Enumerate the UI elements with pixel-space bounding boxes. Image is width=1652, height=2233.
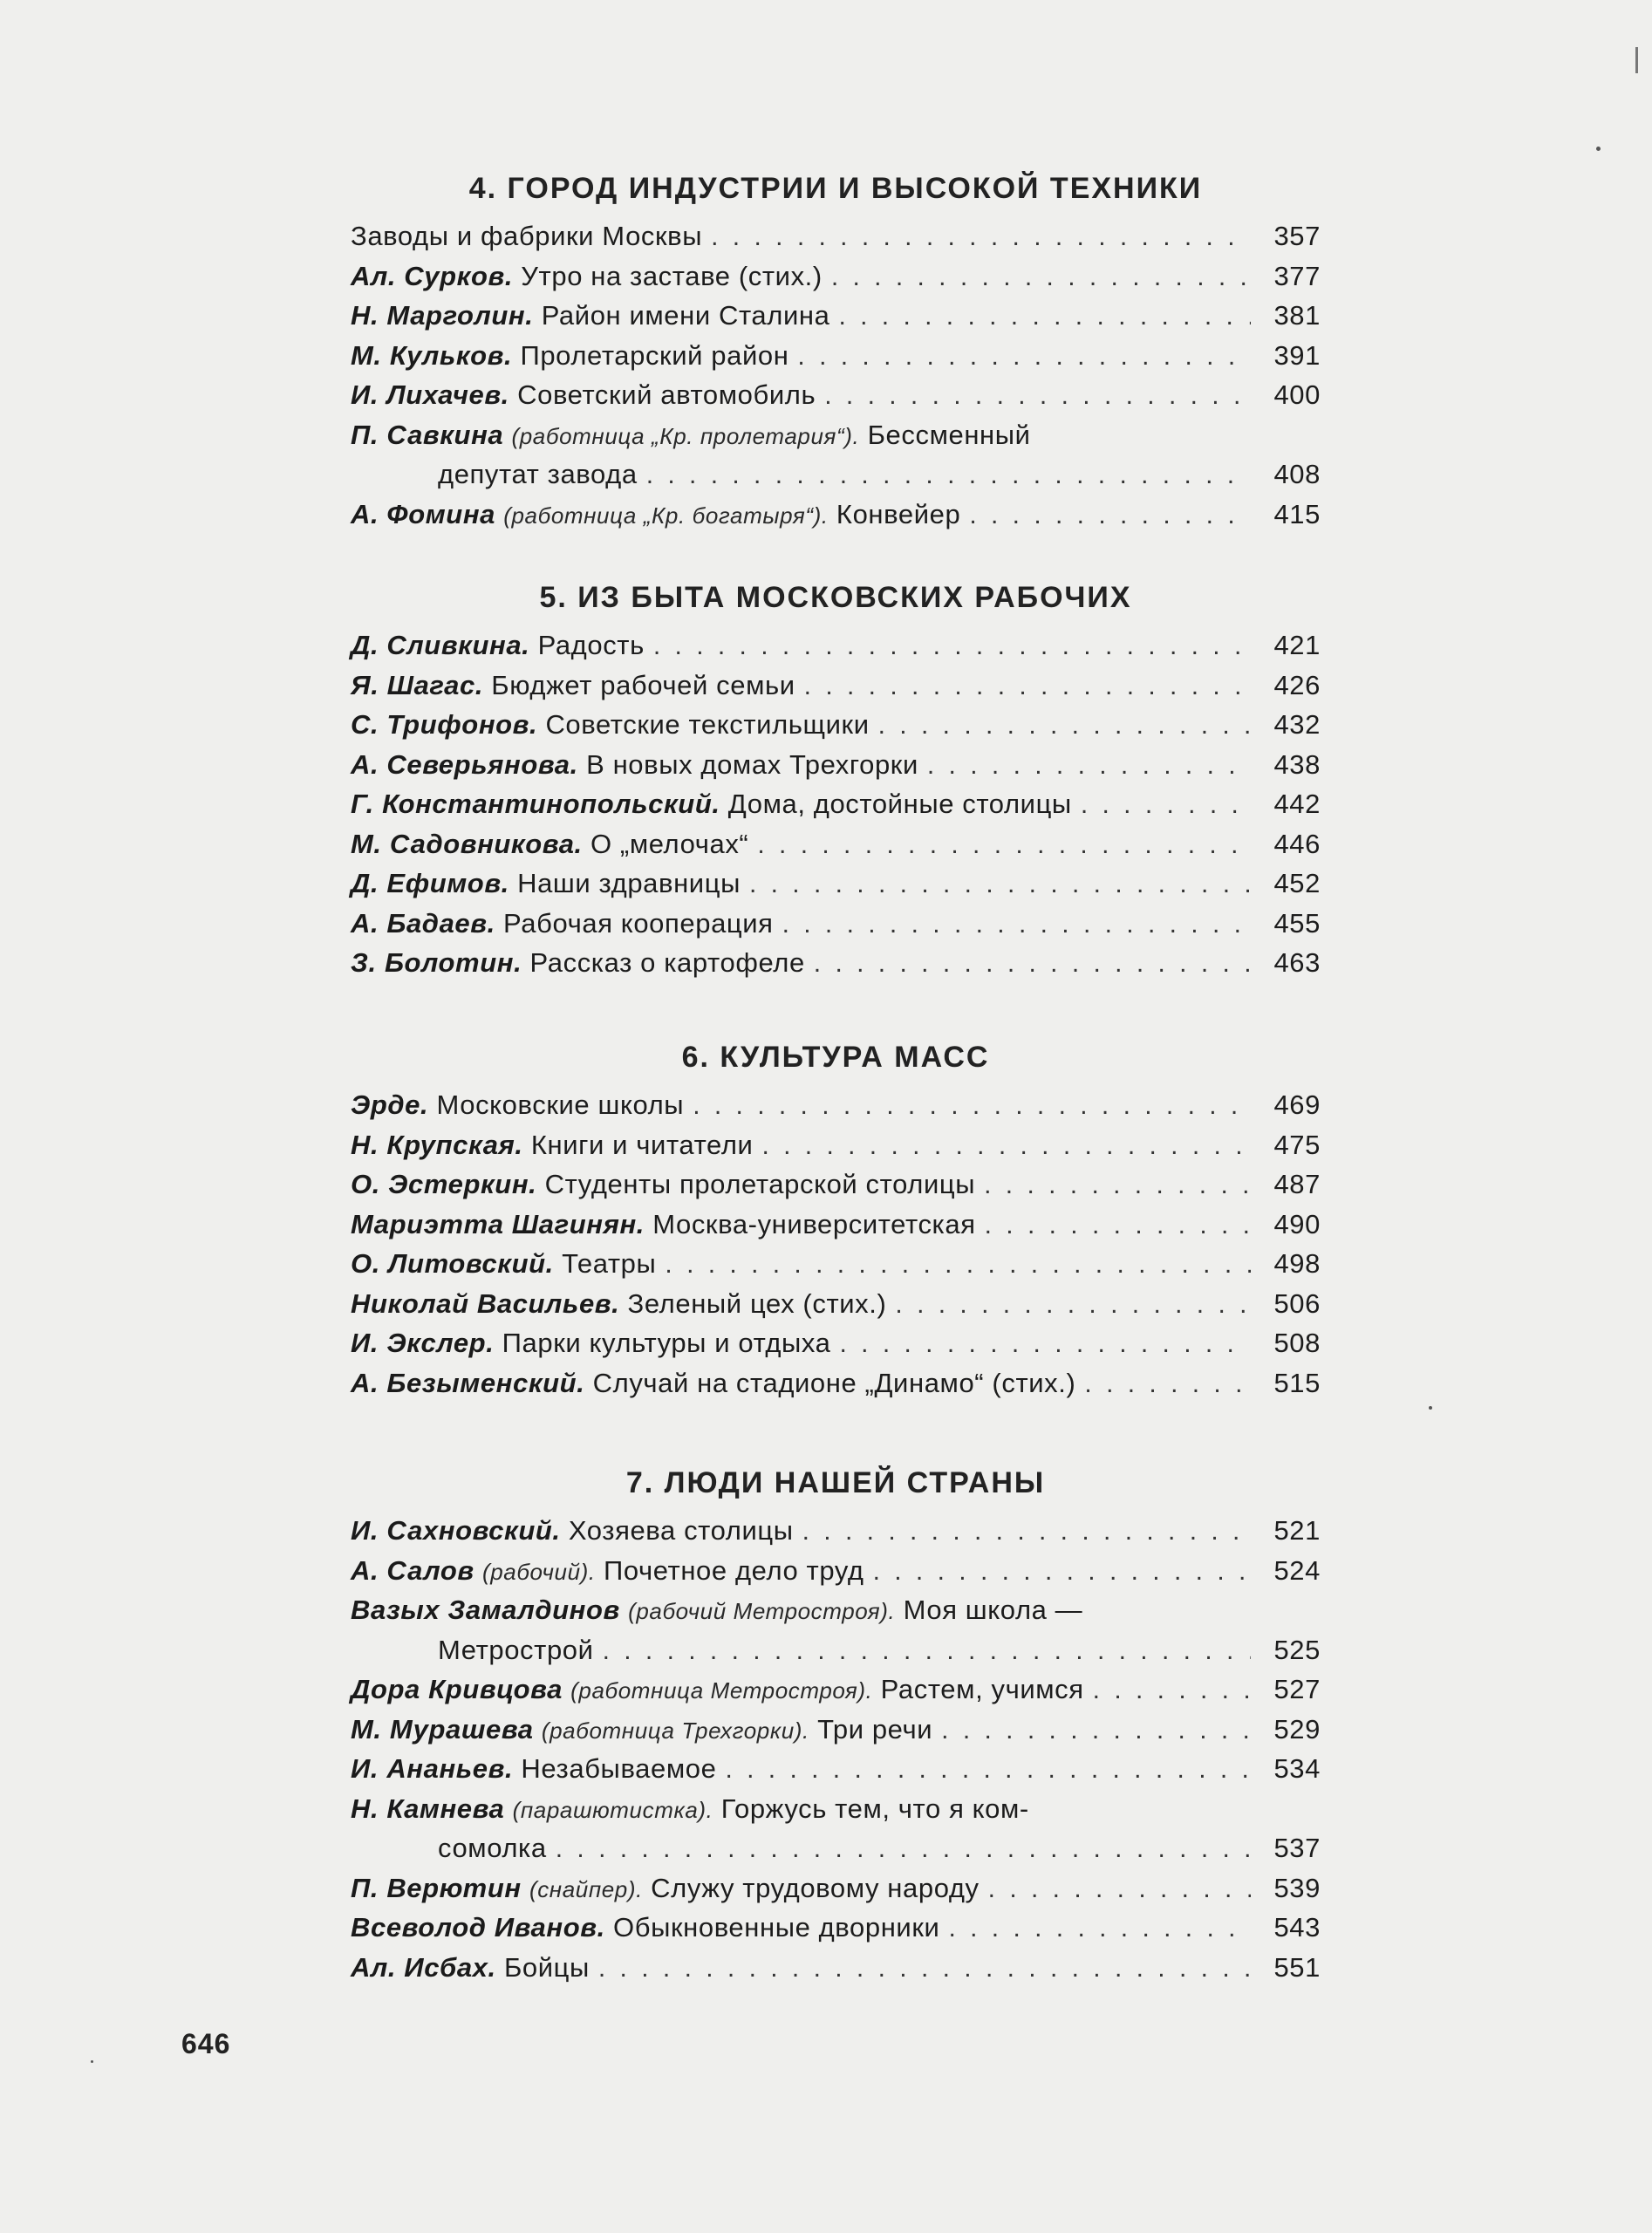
toc-entry xyxy=(351,784,1321,824)
entry-author: О. Литовский. xyxy=(351,1248,554,1279)
entry-title: О „мелочах“ xyxy=(590,828,749,859)
entry-page-number: 521 xyxy=(1273,1515,1321,1546)
entry-title: Моя школа — xyxy=(903,1595,1083,1625)
dot-leader xyxy=(948,1909,1251,1949)
entry-author: Всеволод Иванов. xyxy=(351,1912,605,1943)
toc-entry-text xyxy=(351,1590,1082,1632)
entry-page-number: 506 xyxy=(1273,1287,1321,1319)
dot-leader xyxy=(831,257,1251,297)
entry-page-number: 525 xyxy=(1273,1634,1321,1665)
dot-leader xyxy=(927,746,1251,786)
toc-entry-text xyxy=(351,666,795,706)
dot-leader xyxy=(749,864,1251,905)
entry-author: А. Фомина xyxy=(351,498,495,529)
dot-leader xyxy=(693,1086,1251,1126)
entry-page-number: 438 xyxy=(1273,748,1321,780)
toc-entry xyxy=(351,705,1321,745)
entry-author: Н. Марголин. xyxy=(351,300,534,331)
entry-author: И. Лихачев. xyxy=(351,379,509,410)
entry-title-continuation: сомолка xyxy=(438,1833,547,1863)
entry-page-number: 452 xyxy=(1273,868,1321,898)
toc-entry-continuation xyxy=(351,1630,1321,1670)
toc-entry-text xyxy=(351,1085,684,1125)
entry-title: Горжусь тем, что я ком- xyxy=(720,1793,1029,1824)
entry-author: П. Верютин xyxy=(351,1872,522,1903)
entry-page-number: 455 xyxy=(1273,907,1321,939)
toc-entry xyxy=(351,1551,1321,1591)
section-entries xyxy=(351,625,1321,983)
toc-entry-text xyxy=(351,375,816,415)
entry-title: Пролетарский район xyxy=(520,339,789,371)
entry-author: А. Бадаев. xyxy=(351,907,495,939)
entry-page-number: 539 xyxy=(1273,1872,1321,1903)
entry-page-number: 381 xyxy=(1273,300,1321,331)
dot-leader xyxy=(782,905,1251,945)
entry-author: М. Мурашева xyxy=(351,1713,534,1745)
dot-leader xyxy=(969,495,1251,536)
section-title: 7. ЛЮДИ НАШЕЙ СТРАНЫ xyxy=(625,1466,1046,1499)
entry-page-number: 498 xyxy=(1273,1248,1321,1279)
toc-entry-text xyxy=(351,1551,864,1593)
entry-page-number: 400 xyxy=(1273,379,1321,410)
dot-leader xyxy=(725,1750,1251,1790)
toc-entry xyxy=(351,666,1321,706)
dot-leader xyxy=(757,825,1251,865)
entry-page-number: 475 xyxy=(1273,1129,1321,1160)
toc-entry-text xyxy=(351,256,823,297)
entry-author: М. Кульков. xyxy=(351,339,513,371)
entry-page-number: 524 xyxy=(1273,1554,1321,1586)
toc-entry-text xyxy=(351,864,741,904)
dot-leader xyxy=(1084,1364,1251,1404)
toc-entry-text xyxy=(351,824,748,864)
entry-author: И. Ананьев. xyxy=(351,1753,514,1784)
entry-author: П. Савкина xyxy=(351,419,504,450)
entry-title: Случай на стадионе „Динамо“ (стих.) xyxy=(592,1367,1076,1398)
toc-entry xyxy=(351,336,1321,376)
paper-speck xyxy=(91,2060,93,2063)
entry-page-number: 537 xyxy=(1273,1833,1321,1863)
toc-entry-text xyxy=(351,1244,656,1284)
entry-author: А. Салов xyxy=(351,1554,474,1586)
entry-note: (работница Трехгорки). xyxy=(541,1717,809,1744)
entry-author: Мариэтта Шагинян. xyxy=(351,1208,645,1239)
entry-title: Дома, достойные столицы xyxy=(727,789,1072,819)
entry-title: Советские текстильщики xyxy=(545,709,870,740)
dot-leader xyxy=(556,1829,1251,1869)
toc-entry xyxy=(351,1868,1321,1909)
toc-section xyxy=(351,160,1321,534)
entry-author: А. Северьянова. xyxy=(351,748,578,780)
toc-entry xyxy=(351,256,1321,297)
entry-title: Зеленый цех (стих.) xyxy=(627,1287,887,1319)
toc-entry xyxy=(351,1908,1321,1948)
toc-entry-text xyxy=(351,296,829,336)
dot-leader xyxy=(814,944,1251,984)
dot-leader xyxy=(984,1165,1251,1205)
toc-entry xyxy=(351,216,1321,256)
toc-entry-text xyxy=(351,625,645,666)
entry-page-number: 527 xyxy=(1273,1674,1321,1704)
toc-entry xyxy=(351,375,1321,415)
toc-entry-text xyxy=(351,495,960,536)
entry-page-number: 408 xyxy=(1273,459,1321,489)
entry-page-number: 442 xyxy=(1273,789,1321,819)
entry-title: Театры xyxy=(562,1248,657,1279)
entry-author: О. Эстеркин. xyxy=(351,1169,537,1199)
toc-entry-text xyxy=(351,1868,980,1910)
entry-author: С. Трифонов. xyxy=(351,709,538,740)
entry-page-number: 490 xyxy=(1273,1208,1321,1239)
toc-entry-text xyxy=(351,1710,932,1752)
entry-title: Три речи xyxy=(817,1713,933,1745)
dot-leader xyxy=(985,1205,1251,1246)
entry-title: Растем, учимся xyxy=(880,1674,1084,1704)
dot-leader xyxy=(761,1126,1251,1166)
entry-title: Радость xyxy=(537,630,645,660)
toc-entry xyxy=(351,625,1321,666)
toc-entry xyxy=(351,745,1321,785)
toc-entry-continuation xyxy=(351,1828,1321,1868)
dot-leader xyxy=(895,1285,1251,1325)
toc-entry xyxy=(351,1205,1321,1245)
dot-leader xyxy=(824,376,1251,416)
entry-title: Служу трудовому народу xyxy=(651,1872,980,1903)
entry-note: (снайпер). xyxy=(529,1875,643,1902)
entry-title-continuation: депутат завода xyxy=(438,459,638,489)
dot-leader xyxy=(711,217,1251,257)
toc-entry-text xyxy=(351,336,788,376)
entry-author: А. Безыменский. xyxy=(351,1367,585,1398)
dot-leader xyxy=(804,666,1251,707)
entry-author: Н. Камнева xyxy=(351,1793,505,1824)
entry-author: З. Болотин. xyxy=(351,947,522,978)
toc-entry-text xyxy=(351,1125,753,1165)
entry-page-number: 391 xyxy=(1273,339,1321,371)
toc-entry xyxy=(351,864,1321,904)
toc-section xyxy=(351,570,1321,983)
entry-title: Бессменный xyxy=(867,419,1031,450)
entry-page-number: 508 xyxy=(1273,1328,1321,1358)
entry-author: Д. Сливкина. xyxy=(351,630,530,660)
entry-page-number: 415 xyxy=(1273,498,1321,529)
entry-note: (рабочий). xyxy=(481,1558,596,1585)
toc-entry xyxy=(351,904,1321,944)
toc-entry xyxy=(351,1789,1321,1829)
dot-leader xyxy=(941,1711,1251,1751)
toc-entry xyxy=(351,1511,1321,1551)
entry-title: Почетное дело труд xyxy=(603,1554,864,1586)
toc-entry xyxy=(351,415,1321,455)
entry-page-number: 377 xyxy=(1273,260,1321,291)
toc-entry-text xyxy=(351,784,1072,824)
entry-title: Москва-университетская xyxy=(652,1208,976,1239)
toc-entry xyxy=(351,1085,1321,1125)
entry-title: Студенты пролетарской столицы xyxy=(544,1169,976,1199)
toc-entry-text xyxy=(351,745,918,785)
toc-entry xyxy=(351,1590,1321,1630)
toc-entry-text xyxy=(351,1284,886,1324)
dot-leader xyxy=(840,1324,1252,1364)
toc-entry-continuation xyxy=(351,454,1321,495)
toc-section xyxy=(351,1029,1321,1403)
entry-page-number: 446 xyxy=(1273,828,1321,859)
entry-author: Ал. Исбах. xyxy=(351,1951,496,1983)
entry-page-number: 534 xyxy=(1273,1753,1321,1784)
toc-entry xyxy=(351,1323,1321,1363)
paper-speck xyxy=(1429,1406,1432,1410)
entry-title: Район имени Сталина xyxy=(541,300,830,331)
entry-title-continuation: Метрострой xyxy=(438,1634,594,1665)
entry-title: Наши здравницы xyxy=(517,868,741,898)
entry-author: Г. Константинопольский. xyxy=(351,789,720,819)
entry-author: Дора Кривцова xyxy=(351,1674,563,1704)
toc-entry xyxy=(351,943,1321,983)
toc-entry-text xyxy=(351,415,1031,457)
entry-page-number: 551 xyxy=(1273,1951,1321,1983)
dot-leader xyxy=(878,706,1251,746)
dot-leader xyxy=(802,1512,1251,1552)
toc-entry-text xyxy=(351,943,805,983)
toc-entry xyxy=(351,296,1321,336)
entry-page-number: 432 xyxy=(1273,709,1321,740)
entry-page-number: 515 xyxy=(1273,1367,1321,1398)
entry-page-number: 463 xyxy=(1273,947,1321,978)
toc-entry xyxy=(351,1125,1321,1165)
section-title: 5. ИЗ БЫТА МОСКОВСКИХ РАБОЧИХ xyxy=(539,581,1132,614)
paper-edge-mark xyxy=(1635,47,1638,73)
entry-author: И. Сахновский. xyxy=(351,1515,561,1546)
toc-entry-text xyxy=(351,1749,716,1789)
toc-entry-text xyxy=(351,1908,939,1948)
toc-entry-text xyxy=(351,1164,975,1205)
entry-title: Рассказ о картофеле xyxy=(529,947,805,978)
entry-note: (работница „Кр. пролетария“). xyxy=(511,422,860,449)
dot-leader xyxy=(598,1949,1251,1989)
dot-leader xyxy=(646,455,1251,495)
section-entries xyxy=(351,1085,1321,1403)
toc-entry xyxy=(351,1244,1321,1284)
toc-entry xyxy=(351,1710,1321,1750)
section-entries xyxy=(351,216,1321,534)
page-number: 646 xyxy=(181,2028,231,2059)
entry-note: (парашютистка). xyxy=(512,1796,713,1823)
entry-note: (работница Метростроя). xyxy=(570,1677,873,1704)
dot-leader xyxy=(797,337,1251,377)
toc-entry-text xyxy=(351,1323,831,1363)
entry-note: (работница „Кр. богатыря“). xyxy=(503,502,829,529)
entry-author: Николай Васильев. xyxy=(351,1287,620,1319)
entry-author: И. Экслер. xyxy=(351,1328,495,1358)
dot-leader xyxy=(1093,1670,1251,1711)
entry-page-number: 357 xyxy=(1273,221,1321,251)
entry-title: В новых домах Трехгорки xyxy=(586,748,918,780)
toc-entry xyxy=(351,1363,1321,1403)
entry-author: Я. Шагас. xyxy=(351,669,484,700)
dot-leader xyxy=(988,1869,1251,1909)
entry-note: (рабочий Метростроя). xyxy=(628,1598,896,1624)
toc-entry-text xyxy=(351,1363,1075,1403)
entry-author: Н. Крупская. xyxy=(351,1129,523,1160)
toc-entry xyxy=(351,1164,1321,1205)
entry-title: Конвейер xyxy=(836,498,961,529)
dot-leader xyxy=(603,1631,1251,1671)
entry-page-number: 426 xyxy=(1273,669,1321,700)
toc-entry xyxy=(351,1749,1321,1789)
entry-title: Советский автомобиль xyxy=(517,379,816,410)
entry-page-number: 529 xyxy=(1273,1713,1321,1745)
dot-leader xyxy=(653,626,1251,666)
entry-title: Утро на заставе (стих.) xyxy=(521,260,823,291)
entry-page-number: 421 xyxy=(1273,630,1321,660)
entry-author: Ал. Сурков. xyxy=(351,260,514,291)
entry-title: Хозяева столицы xyxy=(568,1515,794,1546)
dot-leader xyxy=(665,1245,1251,1285)
toc-entry-text xyxy=(351,705,870,745)
entry-title: Обыкновенные дворники xyxy=(613,1912,940,1943)
entry-author: Д. Ефимов. xyxy=(351,868,509,898)
entry-page-number: 469 xyxy=(1273,1089,1321,1120)
entry-title: Бойцы xyxy=(503,1951,590,1983)
entry-author: М. Садовникова. xyxy=(351,828,583,859)
toc-entry xyxy=(351,824,1321,864)
toc-entry xyxy=(351,1670,1321,1710)
entry-title: Московские школы xyxy=(436,1089,685,1120)
toc-entry-text xyxy=(351,1205,976,1245)
entry-page-number: 543 xyxy=(1273,1912,1321,1943)
entry-author: Эрде. xyxy=(351,1089,429,1120)
toc-entry xyxy=(351,495,1321,535)
section-title: 4. ГОРОД ИНДУСТРИИ И ВЫСОКОЙ ТЕХНИКИ xyxy=(468,172,1203,205)
entry-title: Бюджет рабочей семьи xyxy=(491,669,795,700)
entry-title: Заводы и фабрики Москвы xyxy=(351,221,703,251)
entry-title: Незабываемое xyxy=(521,1753,717,1784)
toc-section xyxy=(351,1455,1321,1987)
entry-title: Книги и читатели xyxy=(530,1129,754,1160)
toc-entry-text xyxy=(351,1511,794,1551)
entry-page-number: 487 xyxy=(1273,1169,1321,1199)
entry-title: Рабочая кооперация xyxy=(503,907,774,939)
toc-entry xyxy=(351,1948,1321,1988)
toc-entry-text xyxy=(351,1670,1084,1711)
entry-author: Вазых Замалдинов xyxy=(351,1595,620,1625)
dot-leader xyxy=(873,1552,1251,1592)
toc-entry-text xyxy=(351,1948,590,1988)
section-title: 6. КУЛЬТУРА МАСС xyxy=(681,1041,990,1074)
toc-entry-text xyxy=(351,904,774,944)
section-entries xyxy=(351,1511,1321,1987)
dot-leader xyxy=(838,297,1251,337)
toc-entry-text xyxy=(351,216,702,256)
entry-title: Парки культуры и отдыха xyxy=(502,1328,831,1358)
toc-entry xyxy=(351,1284,1321,1324)
dot-leader xyxy=(1081,785,1251,825)
paper-speck xyxy=(1596,147,1601,151)
toc-entry-text xyxy=(351,1789,1029,1831)
